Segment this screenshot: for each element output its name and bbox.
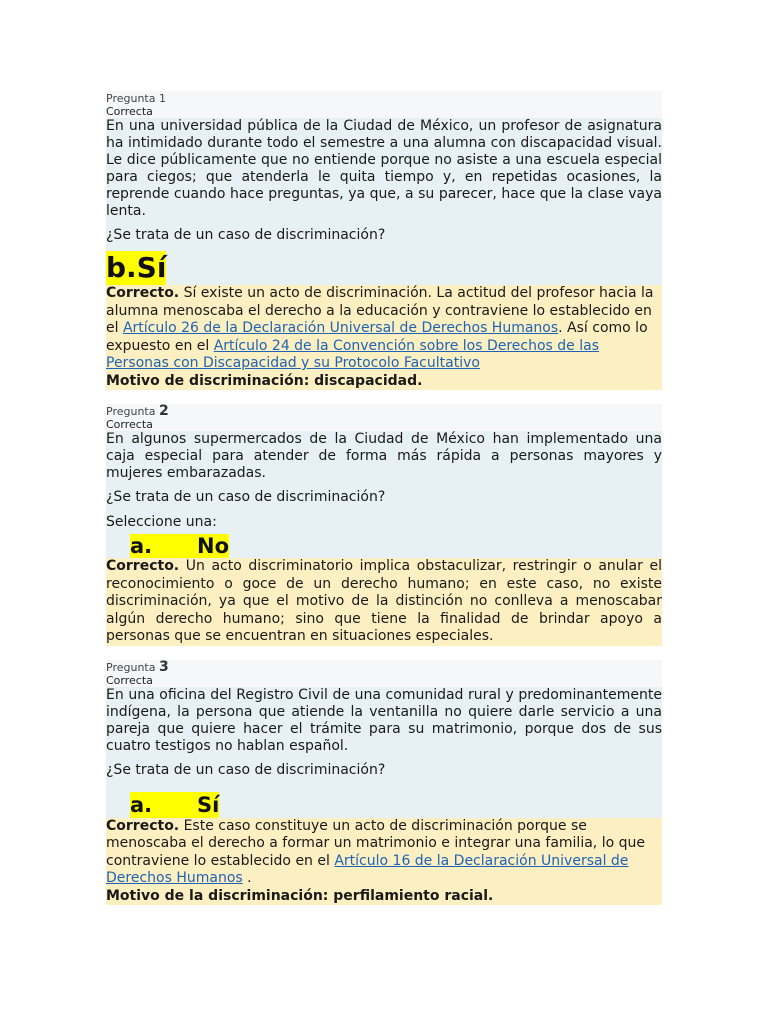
question-3-prompt: ¿Se trata de un caso de discriminación? <box>106 761 386 778</box>
question-2-number <box>106 405 662 418</box>
question-3-number-prefix: Pregunta <box>106 660 159 674</box>
feedback-1-motive-text: Motivo de discriminación: discapacidad. <box>106 372 423 389</box>
feedback-2-verdict: Correcto. <box>106 558 180 574</box>
question-3 <box>106 660 662 906</box>
question-3-feedback <box>106 818 662 906</box>
question-1 <box>106 91 662 390</box>
question-3-answer-row <box>106 779 662 818</box>
question-1-text: En una universidad pública de la Ciudad de México, un profesor de asignatura ha intimidado durante todo el semestre a una alumna con discapacidad visual. Le dice públicamente que no entiende porque no asiste a una escuela especial para ciegos; que atenderla le quita tiempo y, en repetidas ocasiones, la reprende cuando hace preguntas, ya que, a su parecer, hace que la clase vaya lenta. <box>106 118 662 219</box>
question-2-header <box>106 404 662 431</box>
spacer <box>106 646 662 660</box>
question-2-answer-letter: a. <box>130 534 153 558</box>
question-1-prompt: ¿Se trata de un caso de discriminación? <box>106 227 386 243</box>
question-2-state: Correcta <box>106 418 153 431</box>
question-2-feedback <box>106 558 662 646</box>
question-3-answer-value: Sí <box>197 792 220 817</box>
question-2-number-value: 2 <box>158 403 169 419</box>
question-3-number <box>106 658 662 675</box>
question-2-answer-value: No <box>197 534 230 558</box>
question-2 <box>106 404 662 646</box>
feedback-3-text-a: Este caso constituye un acto de discriminación porque se menoscaba el derecho a formar un matrimonio e integrar una familia, lo que contraviene lo establecido en el <box>106 817 645 869</box>
question-3-body <box>106 687 662 818</box>
feedback-3-motive-text: Motivo de la discriminación: perfilamiento racial. <box>106 887 494 904</box>
question-3-text: En una oficina del Registro Civil de una comunidad rural y predominantemente indígena, la persona que atiende la ventanilla no quiere darle servicio a una pareja que quiere hacer el trámite para su matrimonio, porque dos de sus cuatro testigos no hablan español. <box>106 686 662 754</box>
question-2-text: En algunos supermercados de la Ciudad de México han implementado una caja especial para atender de forma más rápida a personas mayores y mujeres embarazadas. <box>106 431 662 481</box>
feedback-3-motive <box>106 888 662 906</box>
question-2-number-prefix: Pregunta <box>106 405 159 418</box>
feedback-3-verdict: Correcto. <box>106 817 180 834</box>
question-2-body <box>106 431 662 558</box>
feedback-3-text-b: . <box>242 870 252 886</box>
feedback-1-motive <box>106 373 662 391</box>
question-1-number: Pregunta 1 <box>106 92 166 105</box>
question-1-answer-row <box>106 244 662 285</box>
feedback-1-text-a: Sí existe un acto de discriminación. La actitud del profesor hacia la alumna menoscaba el derecho a la educación y contraviene lo establecido en el <box>106 285 654 336</box>
question-3-number-value: 3 <box>158 658 169 675</box>
quiz-content <box>106 91 662 905</box>
question-2-answer <box>130 534 229 558</box>
question-3-answer <box>130 792 219 818</box>
article-24-link[interactable]: Artículo 24 de la Convención sobre los Derechos de las Personas con Discapacidad y su Protocolo Facultativo <box>106 337 600 371</box>
question-2-answer-row <box>106 531 662 558</box>
question-1-body <box>106 118 662 285</box>
question-3-state: Correcta <box>106 673 153 687</box>
spacer <box>106 390 662 404</box>
article-16-link[interactable]: Artículo 16 de la Declaración Universal de Derechos Humanos <box>106 852 629 886</box>
question-2-prompt: ¿Se trata de un caso de discriminación? <box>106 489 386 505</box>
question-1-header <box>106 91 662 118</box>
question-1-feedback <box>106 285 662 390</box>
question-1-answer: b.Sí <box>106 251 167 284</box>
question-3-header <box>106 660 662 687</box>
feedback-1-verdict: Correcto. <box>106 285 180 301</box>
feedback-2-text: Un acto discriminatorio implica obstaculizar, restringir o anular el reconocimiento o goce de un derecho humano; en este caso, no existe discriminación, ya que el motivo de la distinción no conlleva a menoscabar algún derecho humano; sino que tiene la finalidad de brindar apoyo a personas que se encuentran en situaciones especiales. <box>106 558 662 644</box>
question-2-select-label: Seleccione una: <box>106 514 217 530</box>
feedback-1-text-b: . Así como lo expuesto en el <box>106 320 648 354</box>
question-1-state: Correcta <box>106 105 153 118</box>
article-26-link[interactable]: Artículo 26 de la Declaración Universal de Derechos Humanos <box>122 320 559 336</box>
question-3-answer-letter: a. <box>130 792 153 817</box>
